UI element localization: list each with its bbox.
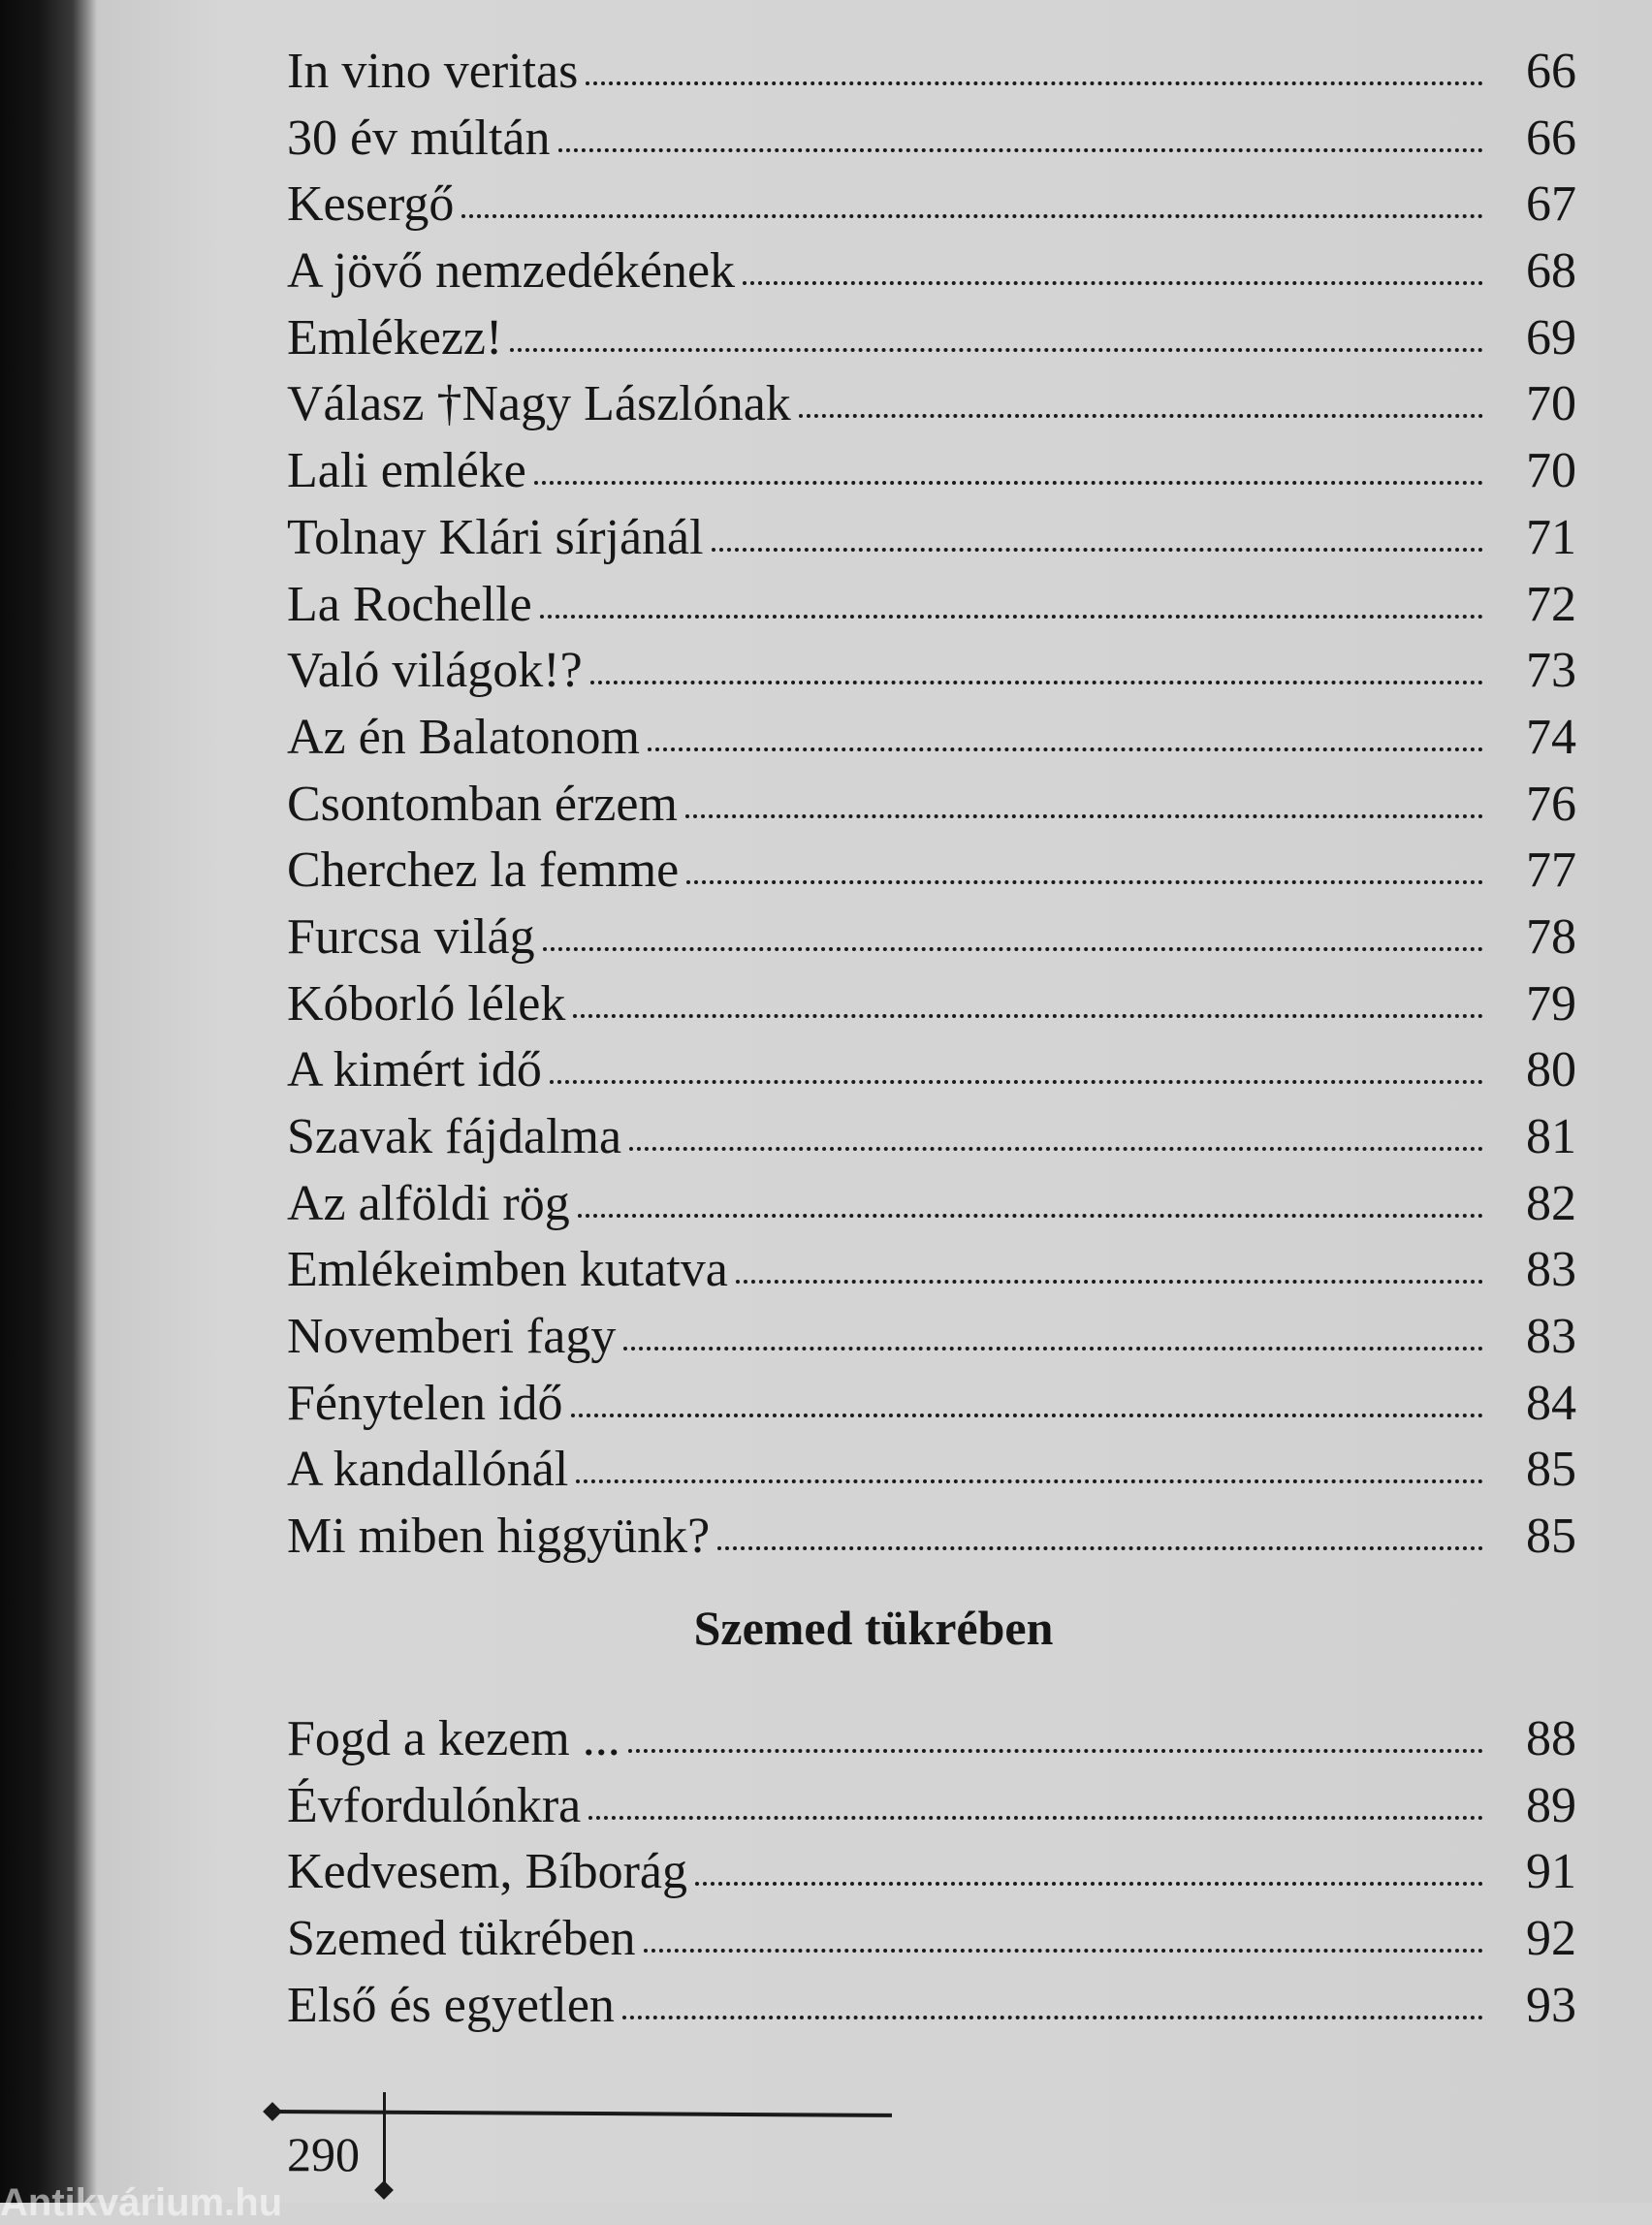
entry-page-number: 74 (1526, 709, 1576, 765)
entry-title: Tolnay Klári sírjánál (287, 509, 704, 565)
dot-leader (543, 947, 1483, 951)
dot-leader (550, 1080, 1483, 1084)
toc-entry (287, 1504, 1576, 1571)
entry-page-number: 68 (1526, 243, 1576, 300)
dot-leader (534, 481, 1483, 485)
entry-page-number: 66 (1526, 110, 1576, 166)
toc-entry (287, 1973, 1576, 2040)
dot-leader (573, 1014, 1483, 1018)
toc-entry (287, 838, 1576, 905)
toc-entry (287, 1906, 1576, 1973)
entry-title: Mi miben higgyünk? (287, 1509, 711, 1565)
entry-page-number: 78 (1526, 908, 1576, 965)
entry-page-number: 82 (1526, 1175, 1576, 1231)
entry-title: Emlékezz! (287, 309, 503, 366)
dot-leader (588, 1816, 1483, 1820)
entry-title: A jövő nemzedékének (287, 243, 736, 300)
entry-page-number: 77 (1526, 842, 1576, 899)
toc-entry (287, 238, 1576, 305)
toc-entry (287, 305, 1576, 372)
dot-leader (558, 148, 1483, 152)
entry-page-number: 69 (1526, 309, 1576, 366)
entry-title: Kóborló lélek (287, 975, 566, 1032)
entry-page-number: 67 (1526, 176, 1576, 233)
toc-entry (287, 505, 1576, 572)
entry-title: Furcsa világ (287, 908, 535, 965)
entry-page-number: 89 (1526, 1777, 1576, 1833)
dot-leader (717, 1546, 1483, 1550)
dot-leader (629, 1147, 1483, 1151)
entry-page-number: 80 (1526, 1042, 1576, 1098)
entry-title: Évfordulónkra (287, 1777, 582, 1833)
entry-page-number: 83 (1526, 1242, 1576, 1298)
dot-leader (799, 414, 1483, 418)
entry-page-number: 91 (1526, 1844, 1576, 1900)
entry-page-number: 72 (1526, 576, 1576, 632)
entry-title: Lali emléke (287, 443, 526, 499)
entry-title: Az én Balatonom (287, 709, 640, 765)
entry-title: Novemberi fagy (287, 1309, 617, 1365)
entry-page-number: 73 (1526, 643, 1576, 699)
entry-page-number: 84 (1526, 1375, 1576, 1431)
entry-title: Kedvesem, Bíborág (287, 1844, 688, 1900)
toc-entry (287, 1706, 1576, 1773)
toc-entry (287, 1839, 1576, 1906)
dot-leader (685, 814, 1483, 818)
toc-entry (287, 371, 1576, 438)
entry-title: Szemed tükrében (287, 1911, 636, 1967)
dot-leader (571, 1414, 1483, 1417)
entry-title: Fogd a kezem ... (287, 1711, 620, 1766)
dot-leader (586, 81, 1483, 85)
dot-leader (622, 2016, 1483, 2019)
entry-page-number: 79 (1526, 975, 1576, 1032)
dot-leader (461, 214, 1483, 218)
toc-entry (287, 772, 1576, 839)
entry-page-number: 93 (1526, 1977, 1576, 2033)
toc-entry (287, 1237, 1576, 1304)
book-spine-shadow (0, 0, 97, 2203)
toc-entry (287, 705, 1576, 772)
toc-entry (287, 1304, 1576, 1371)
footer-vertical-rule (383, 2092, 386, 2189)
toc-section-1 (287, 39, 1576, 1571)
toc-entry (287, 1104, 1576, 1171)
entry-title: Cherchez la femme (287, 842, 680, 899)
entry-page-number: 85 (1526, 1509, 1576, 1565)
dot-leader (576, 1479, 1483, 1483)
toc-entry (287, 1371, 1576, 1438)
toc-section-2 (287, 1706, 1576, 2039)
entry-title: Szavak fájdalma (287, 1109, 622, 1164)
entry-page-number: 76 (1526, 776, 1576, 832)
dot-leader (686, 880, 1483, 884)
toc-entry (287, 1037, 1576, 1104)
toc-entry (287, 39, 1576, 106)
entry-page-number: 85 (1526, 1442, 1576, 1498)
entry-page-number: 70 (1526, 376, 1576, 432)
entry-page-number: 88 (1526, 1711, 1576, 1766)
entry-title: Válasz †Nagy Lászlónak (287, 376, 791, 432)
entry-title: La Rochelle (287, 576, 532, 632)
dot-leader (648, 747, 1483, 751)
entry-title: Az alföldi rög (287, 1175, 570, 1231)
entry-page-number: 83 (1526, 1309, 1576, 1365)
entry-title: 30 év múltán (287, 110, 551, 166)
entry-page-number: 71 (1526, 509, 1576, 565)
entry-title: In vino veritas (287, 44, 579, 99)
dot-leader (712, 548, 1483, 552)
entry-page-number: 81 (1526, 1109, 1576, 1164)
entry-title: Emlékeimben kutatva (287, 1242, 728, 1298)
toc-entry (287, 438, 1576, 505)
toc-entry (287, 1437, 1576, 1504)
toc-entry (287, 905, 1576, 971)
watermark: Antikvárium.hu (0, 2181, 283, 2224)
toc-entry (287, 106, 1576, 173)
toc-entry (287, 638, 1576, 705)
dot-leader (578, 1214, 1483, 1218)
entry-title: A kimért idő (287, 1042, 542, 1098)
toc-entry (287, 971, 1576, 1038)
dot-leader (743, 281, 1483, 285)
entry-title: Csontomban érzem (287, 776, 678, 832)
toc-entry (287, 1773, 1576, 1840)
dot-leader (510, 348, 1483, 352)
entry-title: Való világok!? (287, 643, 583, 699)
toc-entry (287, 572, 1576, 639)
entry-page-number: 92 (1526, 1911, 1576, 1967)
dot-leader (695, 1882, 1483, 1886)
entry-title: Kesergő (287, 176, 455, 233)
entry-title: A kandallónál (287, 1442, 569, 1498)
entry-title: Fénytelen idő (287, 1375, 563, 1431)
toc-entry (287, 172, 1576, 238)
dot-leader (540, 615, 1483, 619)
entry-title: Első és egyetlen (287, 1977, 615, 2033)
dot-leader (623, 1347, 1483, 1351)
dot-leader (644, 1949, 1483, 1953)
page-number: 290 (287, 2127, 360, 2181)
dot-leader (628, 1749, 1483, 1753)
section-heading: Szemed tükrében (693, 1601, 1054, 1655)
entry-page-number: 70 (1526, 443, 1576, 499)
dot-leader (590, 681, 1483, 684)
entry-page-number: 66 (1526, 44, 1576, 99)
toc-entry (287, 1171, 1576, 1238)
dot-leader (736, 1280, 1483, 1284)
